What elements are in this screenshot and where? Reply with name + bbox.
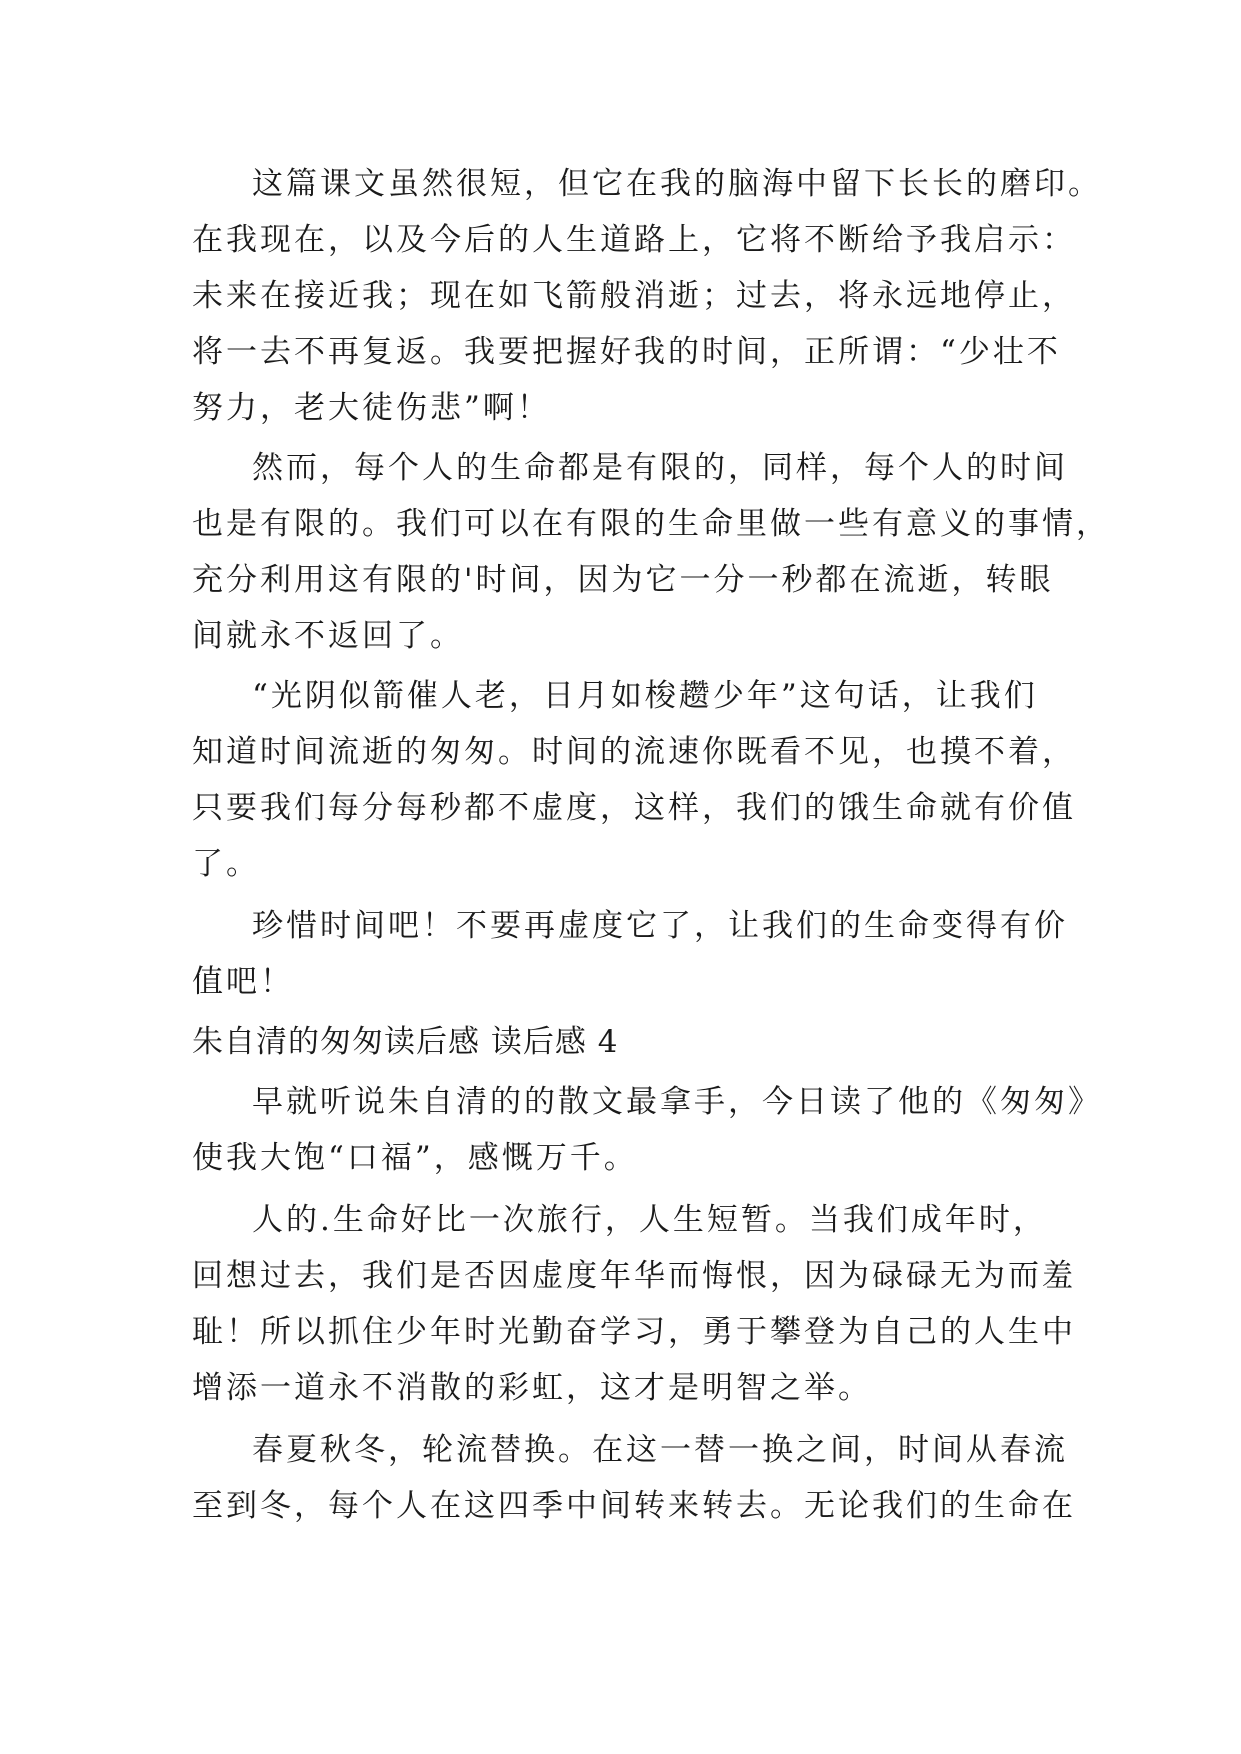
section-heading: 朱自清的匆匆读后感 读后感 4 xyxy=(192,1024,619,1060)
paragraph-line: 未来在接近我；现在如飞箭般消逝；过去，将永远地停止， xyxy=(192,278,1076,314)
paragraph-line: 也是有限的。我们可以在有限的生命里做一些有意义的事情， xyxy=(192,506,1110,542)
paragraph-line: 只要我们每分每秒都不虚度，这样，我们的饿生命就有价值 xyxy=(192,790,1076,826)
paragraph-line: 增添一道永不消散的彩虹，这才是明智之举。 xyxy=(192,1370,872,1406)
paragraph-line: 春夏秋冬，轮流替换。在这一替一换之间，时间从春流 xyxy=(252,1432,1068,1468)
paragraph-line: 了。 xyxy=(192,846,260,882)
paragraph-line: 这篇课文虽然很短，但它在我的脑海中留下长长的磨印。 xyxy=(252,166,1102,202)
paragraph-line: 在我现在，以及今后的人生道路上，它将不断给予我启示： xyxy=(192,222,1076,258)
paragraph-line: 努力，老大徒伤悲”啊！ xyxy=(192,390,551,426)
paragraph-line: 知道时间流逝的匆匆。时间的流速你既看不见，也摸不着， xyxy=(192,734,1076,770)
paragraph-line: 早就听说朱自清的的散文最拿手，今日读了他的《匆匆》 xyxy=(252,1084,1102,1120)
paragraph-line: 人的.生命好比一次旅行，人生短暂。当我们成年时， xyxy=(252,1202,1047,1238)
paragraph-line: 将一去不再复返。我要把握好我的时间，正所谓：“少壮不 xyxy=(192,334,1061,370)
paragraph-line: 充分利用这有限的'时间，因为它一分一秒都在流逝，转眼 xyxy=(192,562,1054,598)
paragraph-line: 然而，每个人的生命都是有限的，同样，每个人的时间 xyxy=(252,450,1068,486)
paragraph-line: 耻！所以抓住少年时光勤奋学习，勇于攀登为自己的人生中 xyxy=(192,1314,1076,1350)
paragraph-line: 回想过去，我们是否因虚度年华而悔恨，因为碌碌无为而羞 xyxy=(192,1258,1076,1294)
paragraph-line: 间就永不返回了。 xyxy=(192,618,464,654)
paragraph-line: 珍惜时间吧！不要再虚度它了，让我们的生命变得有价 xyxy=(252,908,1068,944)
paragraph-line: 值吧！ xyxy=(192,964,294,1000)
paragraph-line: “光阴似箭催人老，日月如梭趱少年”这句话，让我们 xyxy=(252,678,1038,714)
paragraph-line: 至到冬，每个人在这四季中间转来转去。无论我们的生命在 xyxy=(192,1488,1076,1524)
paragraph-line: 使我大饱“口福”，感慨万千。 xyxy=(192,1140,638,1176)
